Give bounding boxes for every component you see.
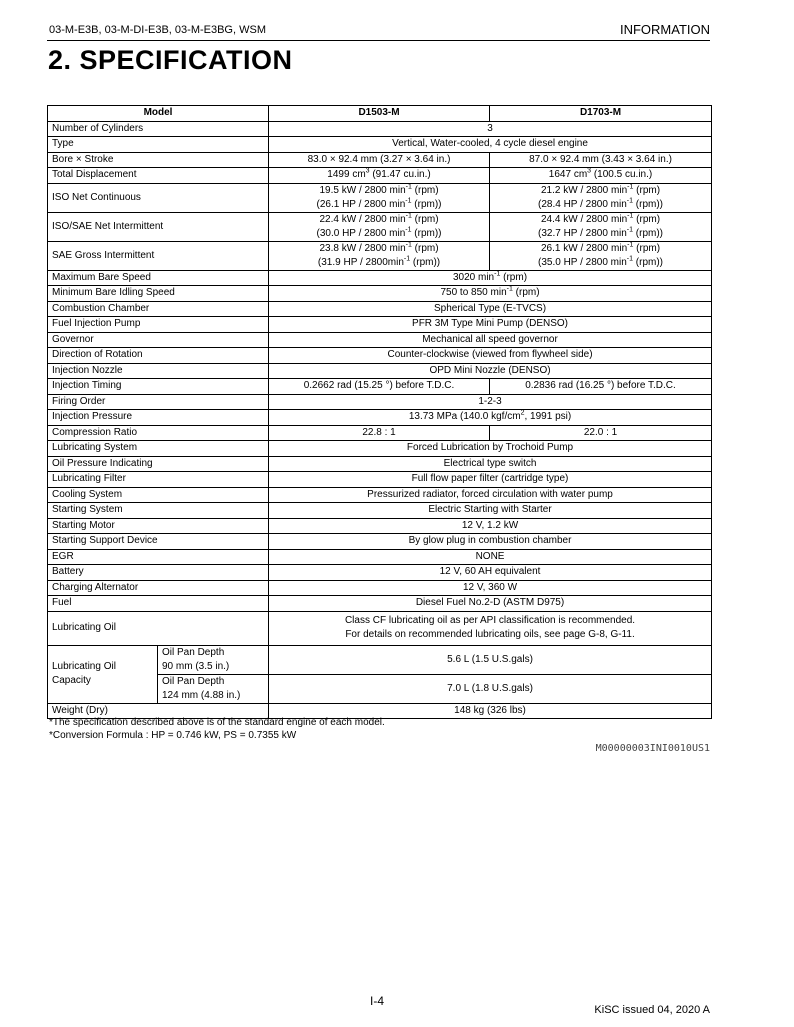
row-label: Starting Motor [48, 518, 269, 534]
row-label: Governor [48, 332, 269, 348]
row-value: 12 V, 1.2 kW [269, 518, 712, 534]
row-label: Weight (Dry) [48, 703, 269, 719]
row-label: Firing Order [48, 394, 269, 410]
header-models-ref: 03-M-E3B, 03-M-DI-E3B, 03-M-E3BG, WSM [49, 24, 266, 36]
table-header-row [48, 106, 712, 122]
row-value-d1503m: 19.5 kW / 2800 $\min^{-1} (rpm)$ (26.1 HP / 2800 $\min^{-1} (rpm)$) [269, 183, 490, 212]
document-code: M00000003INI0010US1 [595, 743, 710, 754]
footnotes [49, 716, 385, 742]
table-row [48, 441, 712, 457]
row-label: Injection Pressure [48, 410, 269, 426]
row-label: Total Displacement [48, 168, 269, 184]
table-row [48, 168, 712, 184]
row-label: ISO Net Continuous [48, 183, 269, 212]
table-row [48, 645, 712, 674]
table-row [48, 456, 712, 472]
row-value: 12 V, 360 W [269, 580, 712, 596]
row-value: Full flow paper filter (cartridge type) [269, 472, 712, 488]
issue-info: KiSC issued 04, 2020 A [594, 1004, 710, 1016]
table-row [48, 534, 712, 550]
row-label: Combustion Chamber [48, 301, 269, 317]
row-value: 1-2-3 [269, 394, 712, 410]
table-row [48, 503, 712, 519]
row-label: Fuel [48, 596, 269, 612]
row-label: Compression Ratio [48, 425, 269, 441]
row-value: Forced Lubrication by Trochoid Pump [269, 441, 712, 457]
row-label: Starting System [48, 503, 269, 519]
row-value: Mechanical all speed governor [269, 332, 712, 348]
table-row [48, 565, 712, 581]
row-value-d1503m: 22.8 : 1 [269, 425, 490, 441]
row-value: By glow plug in combustion chamber [269, 534, 712, 550]
row-label: Cooling System [48, 487, 269, 503]
table-row [48, 518, 712, 534]
row-value: NONE [269, 549, 712, 565]
row-value-d1703m: 1647 $cm^3$ (100.5 cu.in.) [490, 168, 712, 184]
row-value-d1703m: 22.0 : 1 [490, 425, 712, 441]
row-value: Diesel Fuel No.2-D (ASTM D975) [269, 596, 712, 612]
row-value-d1703m: 24.4 kW / 2800 $\min^{-1} (rpm)$ (32.7 HP / 2800 $\min^{-1} (rpm)$) [490, 212, 712, 241]
row-value: Spherical Type (E-TVCS) [269, 301, 712, 317]
row-value: Vertical, Water-cooled, 4 cycle diesel engine [269, 137, 712, 153]
row-value-d1503m: 22.4 kW / 2800 $\min^{-1} (rpm)$ (30.0 HP / 2800 $\min^{-1} (rpm)$) [269, 212, 490, 241]
table-row [48, 270, 712, 286]
row-label: Direction of Rotation [48, 348, 269, 364]
row-value: 5.6 L (1.5 U.S.gals) [269, 645, 712, 674]
table-row [48, 487, 712, 503]
table-row [48, 472, 712, 488]
row-label: EGR [48, 549, 269, 565]
table-row [48, 611, 712, 645]
row-label: ISO/SAE Net Intermittent [48, 212, 269, 241]
row-value-d1503m: 83.0 × 92.4 mm (3.27 × 3.64 in.) [269, 152, 490, 168]
table-row [48, 394, 712, 410]
table-row [48, 286, 712, 302]
col-header-d1503m: D1503-M [269, 106, 490, 122]
row-label: Lubricating Filter [48, 472, 269, 488]
table-row [48, 332, 712, 348]
row-value-d1503m: 0.2662 rad (15.25 °) before T.D.C. [269, 379, 490, 395]
row-value: Electrical type switch [269, 456, 712, 472]
row-label: Starting Support Device [48, 534, 269, 550]
table-row [48, 363, 712, 379]
row-label: Type [48, 137, 269, 153]
table-row [48, 410, 712, 426]
row-value: 7.0 L (1.8 U.S.gals) [269, 674, 712, 703]
row-label: Lubricating System [48, 441, 269, 457]
table-row [48, 596, 712, 612]
row-value: Counter-clockwise (viewed from flywheel side) [269, 348, 712, 364]
row-label: Lubricating Oil [48, 611, 269, 645]
row-label: Oil Pressure Indicating [48, 456, 269, 472]
row-value-d1503m: 1499 $cm^3$ (91.47 cu.in.) [269, 168, 490, 184]
table-row [48, 137, 712, 153]
row-value-d1703m: 21.2 kW / 2800 $\min^{-1} (rpm)$ (28.4 HP / 2800 $\min^{-1} (rpm)$) [490, 183, 712, 212]
table-row [48, 152, 712, 168]
table-row [48, 425, 712, 441]
row-value: PFR 3M Type Mini Pump (DENSO) [269, 317, 712, 333]
row-value: Class CF lubricating oil as per API classification is recommended. For details on recommended lubricating oils, see page G-8, G-11. [269, 611, 712, 645]
row-label: Minimum Bare Idling Speed [48, 286, 269, 302]
page-title: 2. SPECIFICATION [48, 45, 293, 75]
table-row [48, 580, 712, 596]
page-number: I-4 [370, 994, 385, 1008]
table-row [48, 212, 712, 241]
row-value: 12 V, 60 AH equivalent [269, 565, 712, 581]
row-label: Number of Cylinders [48, 121, 269, 137]
row-value: 13.73 MPa (140.0 kgf/$cm^2$, 1991 psi) [269, 410, 712, 426]
row-label: SAE Gross Intermittent [48, 241, 269, 270]
row-value: Pressurized radiator, forced circulation with water pump [269, 487, 712, 503]
header-section: INFORMATION [619, 22, 710, 37]
table-row [48, 183, 712, 212]
table-row [48, 348, 712, 364]
table-row [48, 241, 712, 270]
row-value-d1503m: 23.8 kW / 2800 $\min^{-1} (rpm)$ (31.9 HP / $2800\min^{-1}$ (rpm)) [269, 241, 490, 270]
row-label: Fuel Injection Pump [48, 317, 269, 333]
row-label: Charging Alternator [48, 580, 269, 596]
row-value: Electric Starting with Starter [269, 503, 712, 519]
row-label-oil-capacity: Lubricating Oil Capacity [48, 645, 158, 703]
row-value: 3 [269, 121, 712, 137]
row-label: Bore × Stroke [48, 152, 269, 168]
row-value-d1703m: 0.2836 rad (16.25 °) before T.D.C. [490, 379, 712, 395]
row-label: Injection Timing [48, 379, 269, 395]
sub-label-oil-pan-124: Oil Pan Depth 124 mm (4.88 in.) [158, 674, 269, 703]
col-header-d1703m: D1703-M [490, 106, 712, 122]
table-row [48, 301, 712, 317]
specification-table [47, 105, 712, 719]
row-value-d1703m: 26.1 kW / 2800 $\min^{-1} (rpm)$ (35.0 HP / 2800 $\min^{-1} (rpm)$) [490, 241, 712, 270]
col-header-model: Model [48, 106, 269, 122]
row-value: 750 to 850 $\min^{-1} (rpm)$ [269, 286, 712, 302]
table-row [48, 121, 712, 137]
table-row [48, 549, 712, 565]
table-row [48, 317, 712, 333]
row-label: Battery [48, 565, 269, 581]
row-value-d1703m: 87.0 × 92.4 mm (3.43 × 3.64 in.) [490, 152, 712, 168]
row-label: Maximum Bare Speed [48, 270, 269, 286]
row-label: Injection Nozzle [48, 363, 269, 379]
sub-label-oil-pan-90: Oil Pan Depth 90 mm (3.5 in.) [158, 645, 269, 674]
header-divider [47, 40, 710, 41]
footnote-standard-engine: *The specification described above is of the standard engine of each model. [49, 717, 385, 728]
table-row [48, 379, 712, 395]
row-value: OPD Mini Nozzle (DENSO) [269, 363, 712, 379]
footnote-conversion-formula: *Conversion Formula : HP = 0.746 kW, PS = 0.7355 kW [49, 730, 297, 741]
row-value: 148 kg (326 lbs) [269, 703, 712, 719]
row-value: 3020 $\min^{-1} (rpm)$ [269, 270, 712, 286]
